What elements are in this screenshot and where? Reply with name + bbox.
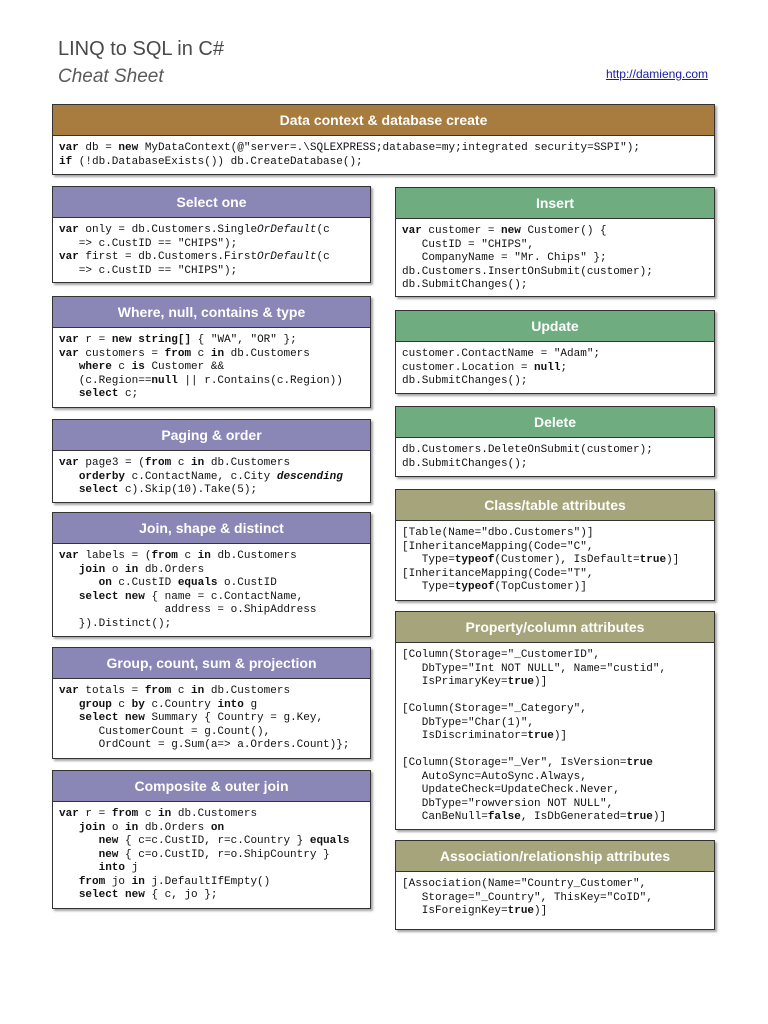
code-text: Summary { Country = g.Key, — [144, 712, 324, 724]
code-block — [396, 872, 714, 925]
code-text: [InheritanceMapping(Code="C", — [402, 540, 594, 553]
code-keyword: from — [144, 685, 172, 697]
code-line — [402, 798, 708, 812]
section-title: Composite & outer join — [53, 771, 370, 802]
code-text: c — [191, 347, 211, 360]
code-keyword: from — [164, 347, 192, 360]
code-keyword: in — [125, 821, 139, 834]
code-keyword: null — [151, 374, 178, 387]
code-text: db.Customers — [204, 685, 291, 697]
code-line — [402, 771, 708, 785]
code-text: c — [138, 808, 159, 820]
code-line — [59, 862, 364, 876]
code-text: c.CustID — [111, 577, 178, 589]
code-line — [402, 554, 708, 568]
code-keyword: select — [78, 889, 119, 901]
code-line — [59, 484, 364, 498]
code-line — [59, 849, 364, 863]
code-keyword: typeof — [454, 554, 495, 566]
code-text — [59, 835, 99, 847]
code-line — [59, 361, 364, 375]
code-keyword: in — [131, 875, 145, 888]
code-block — [53, 136, 714, 175]
code-text: )] — [534, 676, 548, 688]
code-text: labels = ( — [78, 550, 152, 562]
code-line — [59, 685, 364, 699]
code-text: Type= — [402, 554, 455, 566]
code-line — [59, 471, 364, 485]
section-title: Group, count, sum & projection — [53, 648, 370, 679]
section-title: Insert — [396, 188, 714, 219]
code-text: CompanyName = "Mr. Chips" }; — [402, 252, 607, 264]
code-line — [59, 876, 364, 890]
section-title: Data context & database create — [53, 105, 714, 136]
code-line — [402, 649, 708, 663]
code-line — [59, 726, 364, 740]
code-text: (TopCustomer)] — [494, 581, 587, 593]
code-text: db.Customers — [204, 457, 291, 469]
code-keyword: join — [78, 821, 106, 834]
code-line — [59, 564, 364, 578]
code-text: db.Customers — [210, 550, 297, 562]
code-text: AutoSync=AutoSync.Always, — [402, 770, 587, 783]
code-line — [59, 251, 364, 265]
code-line — [402, 690, 708, 704]
code-line — [402, 375, 708, 389]
code-text: Customer && — [144, 361, 225, 373]
code-line — [59, 265, 364, 279]
code-text: db = — [78, 142, 119, 154]
code-text — [59, 564, 79, 576]
code-text: c.Country — [144, 698, 218, 711]
code-text: db.Customers — [224, 347, 310, 360]
code-text: page3 = ( — [78, 457, 145, 469]
code-text: Customer() { — [520, 225, 607, 237]
code-line — [59, 142, 708, 156]
code-keyword: into — [217, 698, 244, 711]
code-line — [59, 224, 364, 238]
section-paging — [52, 419, 371, 503]
code-text — [59, 712, 79, 724]
code-text: CustID = "CHIPS", — [402, 238, 535, 251]
code-line — [59, 889, 364, 903]
code-text — [59, 471, 79, 483]
code-line — [59, 739, 364, 753]
code-keyword: on — [98, 577, 112, 589]
code-text: c — [111, 361, 132, 373]
code-keyword: select — [78, 590, 119, 603]
code-keyword: from — [78, 875, 106, 888]
code-line — [402, 252, 708, 266]
code-line — [402, 225, 708, 239]
code-keyword: new — [98, 848, 119, 861]
code-block — [396, 438, 714, 477]
code-line — [59, 835, 364, 849]
code-text: customers = — [78, 347, 165, 360]
code-line — [402, 892, 708, 906]
code-line — [402, 676, 708, 690]
code-keyword: var — [59, 251, 79, 263]
code-text — [59, 822, 79, 834]
code-keyword: string[] — [138, 334, 192, 346]
code-keyword: true — [527, 730, 554, 742]
code-text: (Customer), IsDefault= — [494, 554, 640, 566]
code-text: only = db.Customers.Single — [78, 224, 258, 236]
code-keyword: in — [197, 550, 211, 562]
code-text: )] — [652, 811, 667, 823]
section-title: Where, null, contains & type — [53, 297, 370, 328]
code-line — [402, 717, 708, 731]
code-text: (c — [316, 224, 330, 236]
code-line — [402, 239, 708, 253]
code-text — [59, 361, 79, 373]
section-property-attributes — [395, 611, 715, 830]
code-keyword: true — [626, 757, 653, 769]
code-text: customer = — [421, 225, 502, 237]
code-keyword: null — [534, 361, 561, 374]
code-keyword: var — [59, 142, 79, 154]
code-text — [59, 577, 99, 589]
code-text: => c.CustID == "CHIPS"); — [59, 237, 238, 250]
code-line — [402, 458, 708, 472]
code-text: MyDataContext(@"server=.\SQLEXPRESS;database=my;integrated security=SSPI"); — [138, 142, 640, 154]
code-keyword: true — [639, 554, 667, 566]
code-line — [59, 550, 364, 564]
code-line — [402, 730, 708, 744]
code-keyword: equals — [177, 577, 218, 589]
code-block — [53, 544, 370, 637]
code-keyword: in — [191, 457, 205, 469]
code-keyword: var — [59, 808, 79, 820]
code-text: o.CustID — [217, 577, 277, 589]
section-title: Paging & order — [53, 420, 370, 451]
code-text: j.DefaultIfEmpty() — [144, 875, 271, 888]
code-block — [53, 802, 370, 909]
code-line — [402, 568, 708, 582]
code-line — [402, 541, 708, 555]
code-text: , IsDbGenerated= — [520, 811, 627, 823]
code-text: c — [111, 698, 132, 711]
code-text: r = — [78, 808, 112, 820]
code-italic: OrDefault — [257, 224, 317, 236]
code-block — [396, 219, 714, 299]
code-text: [Column(Storage="_CustomerID", — [402, 649, 601, 661]
code-line — [402, 348, 708, 362]
code-keyword: false — [487, 811, 521, 823]
code-keyword: in — [125, 563, 139, 576]
code-text: j — [125, 862, 139, 874]
code-block — [396, 521, 714, 601]
code-line — [402, 266, 708, 280]
code-text: totals = — [78, 685, 145, 697]
code-text: o — [105, 821, 126, 834]
code-keyword: new — [111, 334, 132, 346]
code-text: DbType="rowversion NOT NULL", — [402, 797, 614, 810]
code-line — [59, 334, 364, 348]
code-text — [59, 889, 79, 901]
code-text: g — [243, 698, 258, 711]
code-line — [59, 388, 364, 402]
code-keyword: true — [626, 811, 653, 823]
code-keyword: by — [131, 698, 145, 711]
code-keyword: new — [98, 835, 119, 847]
code-line — [59, 457, 364, 471]
code-line — [402, 663, 708, 677]
code-text: )] — [553, 730, 568, 742]
code-text: db.Orders — [138, 563, 205, 576]
code-text: )] — [666, 554, 680, 566]
code-text: )] — [534, 905, 548, 917]
section-select-one — [52, 186, 371, 283]
code-keyword: group — [78, 698, 112, 711]
code-text: CustomerCount = g.Count(), — [59, 725, 271, 738]
code-keyword: var — [59, 347, 79, 360]
code-keyword: new — [125, 712, 145, 724]
section-datacontext — [52, 104, 715, 175]
code-keyword: var — [59, 457, 79, 469]
code-keyword: orderby — [78, 470, 126, 483]
code-line — [59, 591, 364, 605]
code-text: [Column(Storage="_Category", — [402, 703, 587, 715]
code-text — [59, 862, 99, 874]
section-association-attributes — [395, 840, 715, 930]
code-keyword: into — [98, 862, 126, 874]
code-line — [402, 905, 708, 919]
code-text: ; — [560, 361, 568, 374]
code-keyword: select — [78, 484, 119, 496]
code-line — [59, 822, 364, 836]
code-text — [59, 849, 99, 861]
code-keyword: new — [125, 889, 145, 901]
code-block — [53, 451, 370, 504]
code-text: DbType="Int NOT NULL", Name="custid", — [402, 662, 667, 675]
code-text: { name = c.ContactName, — [144, 590, 304, 603]
code-text: (c.Region== — [59, 374, 152, 387]
code-keyword: var — [59, 334, 79, 346]
code-line — [402, 703, 708, 717]
code-keyword: from — [151, 550, 178, 562]
code-line — [402, 744, 708, 758]
code-text: IsForeignKey= — [402, 905, 508, 917]
code-keyword: true — [507, 905, 535, 917]
code-text: || r.Contains(c.Region)) — [177, 374, 343, 387]
code-line — [59, 238, 364, 252]
code-text — [59, 591, 79, 603]
code-text: Type= — [402, 581, 455, 593]
code-text: db.Customers.InsertOnSubmit(customer); — [402, 265, 653, 278]
code-keyword: select — [78, 712, 119, 724]
code-text: c — [177, 550, 198, 562]
code-line — [402, 527, 708, 541]
code-keyword: equals — [309, 835, 350, 847]
section-title: Class/table attributes — [396, 490, 714, 521]
code-line — [59, 375, 364, 389]
page-title: LINQ to SQL in C# — [58, 38, 224, 60]
code-block — [396, 342, 714, 395]
code-text: customer.Location = — [402, 361, 535, 374]
code-text: => c.CustID == "CHIPS"); — [59, 264, 238, 277]
code-text: DbType="Char(1)", — [402, 716, 535, 729]
code-keyword: var — [59, 685, 79, 697]
section-title: Association/relationship attributes — [396, 841, 714, 872]
section-title: Delete — [396, 407, 714, 438]
code-line — [59, 348, 364, 362]
code-block — [53, 679, 370, 759]
code-keyword: var — [402, 225, 422, 237]
code-text — [59, 876, 79, 888]
section-where — [52, 296, 371, 408]
code-text: c).Skip(10).Take(5); — [118, 484, 258, 496]
code-line — [402, 444, 708, 458]
code-text: UpdateCheck=UpdateCheck.Never, — [402, 784, 620, 796]
code-keyword: on — [210, 821, 225, 834]
section-delete — [395, 406, 715, 477]
code-text: c.ContactName, c.City — [125, 470, 277, 483]
code-text: db.SubmitChanges(); — [402, 457, 528, 470]
code-keyword: select — [78, 388, 119, 400]
code-text: { c=c.CustID, r=c.Country } — [118, 835, 310, 847]
code-line — [59, 712, 364, 726]
code-line — [402, 878, 708, 892]
code-text: customer.ContactName = "Adam"; — [402, 348, 601, 360]
code-text: [InheritanceMapping(Code="T", — [402, 567, 594, 580]
code-text: OrdCount = g.Sum(a=> a.Orders.Count)}; — [59, 739, 350, 751]
code-line — [59, 577, 364, 591]
code-keyword: is — [131, 361, 145, 373]
section-title: Select one — [53, 187, 370, 218]
section-title: Update — [396, 311, 714, 342]
code-line — [59, 808, 364, 822]
code-text: Storage="_Country", ThisKey="CoID", — [402, 891, 653, 904]
code-keyword: join — [78, 563, 106, 576]
code-line — [59, 604, 364, 618]
code-text: }).Distinct(); — [59, 617, 172, 630]
section-class-attributes — [395, 489, 715, 601]
code-italic: OrDefault — [257, 251, 317, 263]
code-text — [59, 484, 79, 496]
page-subtitle: Cheat Sheet — [58, 66, 164, 87]
section-update — [395, 310, 715, 394]
code-line — [402, 581, 708, 595]
code-line — [402, 757, 708, 771]
code-text: db.SubmitChanges(); — [402, 279, 528, 291]
code-text: r = — [78, 334, 112, 346]
code-line — [402, 362, 708, 376]
code-text: db.Orders — [138, 821, 211, 834]
code-text: { c=o.CustID, r=o.ShipCountry } — [118, 848, 330, 861]
code-keyword: where — [78, 361, 112, 373]
code-keyword: var — [59, 224, 79, 236]
code-text: [Column(Storage="_Ver", IsVersion= — [402, 757, 627, 769]
code-keyword: in — [158, 808, 172, 820]
code-keyword: descending — [276, 470, 343, 483]
section-insert — [395, 187, 715, 297]
code-line — [59, 156, 708, 170]
website-link[interactable]: http://damieng.com — [605, 67, 708, 81]
code-keyword: in — [191, 685, 205, 697]
code-line — [402, 811, 708, 825]
code-text: address = o.ShipAddress — [59, 604, 317, 616]
code-keyword: from — [111, 808, 139, 820]
code-text: IsPrimaryKey= — [402, 676, 508, 688]
code-keyword: new — [118, 142, 139, 154]
code-text: (c — [316, 251, 330, 263]
code-text — [59, 699, 79, 711]
code-text: db.SubmitChanges(); — [402, 375, 528, 387]
code-text: c — [171, 457, 192, 469]
code-text: o — [105, 563, 126, 576]
section-title: Join, shape & distinct — [53, 513, 370, 544]
code-text: { c, jo }; — [144, 889, 218, 901]
code-line — [59, 699, 364, 713]
code-text: [Table(Name="dbo.Customers")] — [402, 527, 594, 539]
code-keyword: new — [125, 590, 145, 603]
code-keyword: new — [501, 225, 521, 237]
code-text: c — [171, 685, 192, 697]
code-block — [53, 218, 370, 284]
code-text: { "WA", "OR" }; — [191, 334, 297, 346]
code-text — [59, 388, 79, 400]
code-keyword: in — [210, 347, 225, 360]
section-join — [52, 512, 371, 637]
section-title: Property/column attributes — [396, 612, 714, 643]
code-text: jo — [105, 875, 132, 888]
code-keyword: from — [144, 457, 172, 469]
code-keyword: var — [59, 550, 79, 562]
code-text: first = db.Customers.First — [78, 251, 258, 263]
code-keyword: true — [507, 676, 535, 688]
code-line — [402, 784, 708, 798]
section-composite — [52, 770, 371, 909]
code-text: (!db.DatabaseExists()) db.CreateDatabase(); — [72, 155, 363, 168]
code-line — [59, 618, 364, 632]
code-text: CanBeNull= — [402, 811, 488, 823]
code-text: db.Customers.DeleteOnSubmit(customer); — [402, 444, 653, 456]
code-text: IsDiscriminator= — [402, 730, 528, 742]
code-block — [53, 328, 370, 408]
code-text: c; — [118, 388, 139, 400]
code-keyword: if — [59, 155, 73, 168]
code-keyword: typeof — [454, 581, 495, 593]
section-group — [52, 647, 371, 759]
code-text: [Association(Name="Country_Customer", — [402, 878, 647, 890]
code-block — [396, 643, 714, 831]
code-text: db.Customers — [171, 808, 258, 820]
code-line — [402, 279, 708, 293]
